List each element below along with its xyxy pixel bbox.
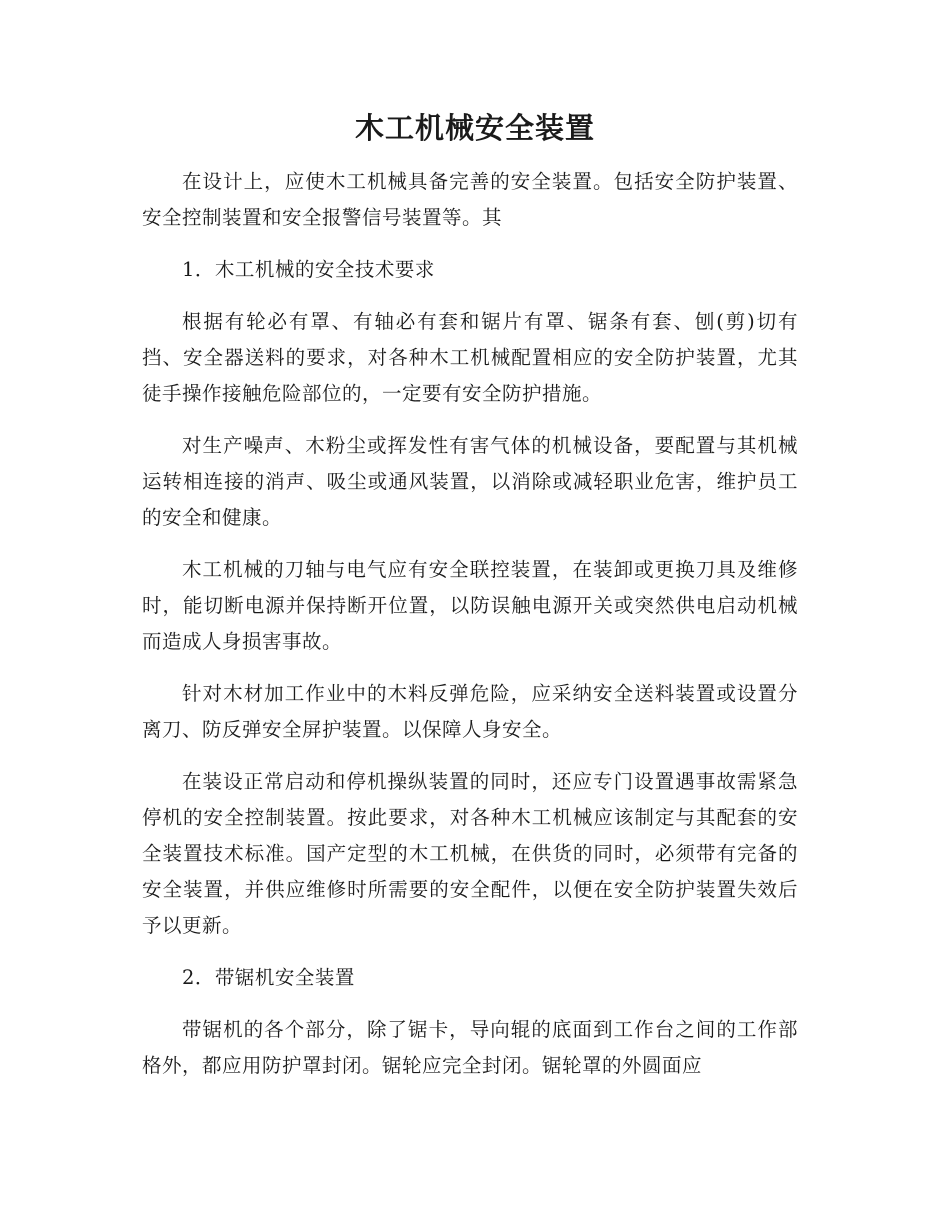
document-title: 木工机械安全装置 bbox=[354, 111, 595, 145]
body-paragraph: 对生产噪声、木粉尘或挥发性有害气体的机械设备，要配置与其机械运转相连接的消声、吸尘或通风装置，以消除或减轻职业危害，维护员工的安全和健康。 bbox=[142, 434, 798, 529]
section-heading-1: 1．木工机械的安全技术要求 bbox=[181, 258, 435, 281]
body-paragraph: 针对木材加工作业中的木料反弹危险，应采纳安全送料装置或设置分离刀、防反弹安全屏护装置。以保障人身安全。 bbox=[142, 682, 798, 741]
body-paragraph: 木工机械的刀轴与电气应有安全联控装置，在装卸或更换刀具及维修时，能切断电源并保持断开位置，以防误触电源开关或突然供电启动机械而造成人身损害事故。 bbox=[142, 558, 798, 653]
body-paragraph: 带锯机的各个部分，除了锯卡，导向辊的底面到工作台之间的工作部格外，都应用防护罩封闭。锯轮应完全封闭。锯轮罩的外圆面应 bbox=[142, 1018, 798, 1077]
document-body bbox=[142, 164, 798, 1100]
section-heading-2: 2．带锯机安全装置 bbox=[181, 966, 355, 989]
intro-paragraph: 在设计上，应使木工机械具备完善的安全装置。包括安全防护装置、安全控制装置和安全报警信号装置等。其 bbox=[142, 170, 798, 229]
body-paragraph: 根据有轮必有罩、有轴必有套和锯片有罩、锯条有套、刨(剪)切有挡、安全器送料的要求，对各种木工机械配置相应的安全防护装置，尤其徒手操作接触危险部位的，一定要有安全防护措施。 bbox=[142, 310, 798, 405]
body-paragraph: 在装设正常启动和停机操纵装置的同时，还应专门设置遇事故需紧急停机的安全控制装置。按此要求，对各种木工机械应该制定与其配套的安全装置技术标准。国产定型的木工机械，在供货的同时，必须带有完备的安全装置，并供应维修时所需要的安全配件，以便在安全防护装置失效后予以更新。 bbox=[142, 770, 798, 937]
